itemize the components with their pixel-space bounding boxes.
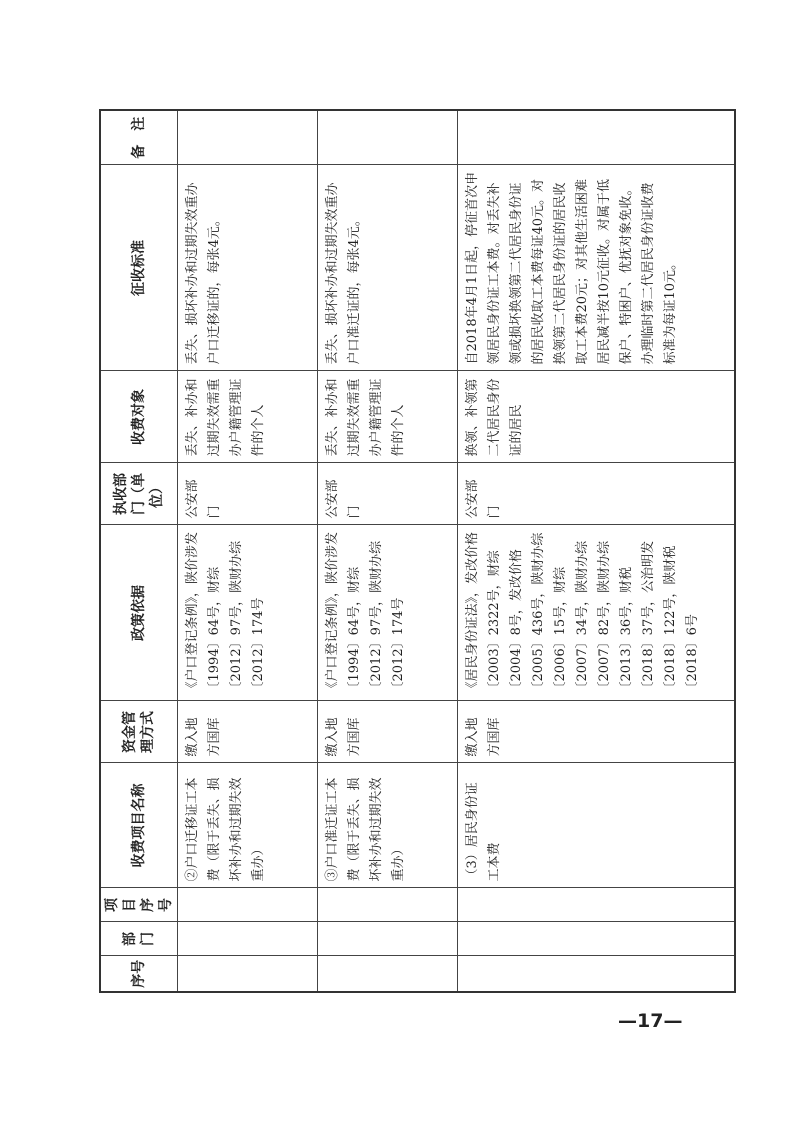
fee-table [99, 109, 736, 993]
cell-seq [178, 956, 318, 992]
cell-item-seq [178, 888, 318, 922]
header-dept: 部门 [100, 922, 178, 956]
cell-item-seq [458, 888, 735, 922]
header-fund-mgmt: 资金管理方式 [100, 701, 178, 763]
cell-dept [318, 922, 458, 956]
cell-policy: 《户口登记条例》，陕价涉发〔1994〕64号，财综〔2012〕97号，陕财办综〔2012〕174号 [318, 525, 458, 701]
header-fee-name: 收费项目名称 [100, 763, 178, 888]
cell-fee-name: ③户口准迁证工本费（限于丢失、损坏补办和过期失效重办） [318, 763, 458, 888]
cell-item-seq [318, 888, 458, 922]
cell-payer: 丢失、补办和过期失效需重办户籍管理证件的个人 [318, 371, 458, 463]
cell-fee-name: ②户口迁移证工本费（限于丢失、损坏补办和过期失效重办） [178, 763, 318, 888]
cell-remark [458, 110, 735, 165]
cell-fee-name: （3）居民身份证工本费 [458, 763, 735, 888]
cell-payer: 丢失、补办和过期失效需重办户籍管理证件的个人 [178, 371, 318, 463]
header-policy: 政策依据 [100, 525, 178, 701]
cell-standard: 自2018年4月1日起，停征首次申领居民身份证工本费。对丢失补领或损坏换领第二代居民身份证的居民收取工本费每证40元。对换领第二代居民身份证的居民收取工本费20元；对其他生活困难居民减半按10元征收。对属于低保户、特困户、优抚对象免收。办理临时第二代居民身份证收费标准为每证10元。 [458, 165, 735, 371]
page-number: —17— [618, 1010, 683, 1032]
cell-seq [458, 956, 735, 992]
cell-policy: 《居民身份证法》，发改价格〔2003〕2322号，财综〔2004〕8号，发改价格〔2005〕436号，陕财办综〔2006〕15号，财综〔2007〕34号，陕财办综〔2007〕82号，陕财办综〔2013〕36号，财税〔2018〕37号，公治明发〔2018〕122号，陕财税〔2018〕6号 [458, 525, 735, 701]
cell-collector: 公安部门 [458, 463, 735, 525]
cell-fund-mgmt: 缴入地方国库 [318, 701, 458, 763]
table-row [178, 110, 318, 992]
table-row [318, 110, 458, 992]
header-payer: 收费对象 [100, 371, 178, 463]
cell-fund-mgmt: 缴入地方国库 [178, 701, 318, 763]
cell-collector: 公安部门 [318, 463, 458, 525]
cell-seq [318, 956, 458, 992]
cell-standard: 丢失、损坏补办和过期失效重办户口准迁证的，每张4元。 [318, 165, 458, 371]
table-row [458, 110, 735, 992]
cell-standard: 丢失、损坏补办和过期失效重办户口迁移证的，每张4元。 [178, 165, 318, 371]
header-remark: 备 注 [100, 110, 178, 165]
rotated-table-wrapper [99, 111, 716, 993]
cell-remark [178, 110, 318, 165]
cell-fund-mgmt: 缴入地方国库 [458, 701, 735, 763]
header-item-seq: 项目序号 [100, 888, 178, 922]
header-collector: 执收部门（单位） [100, 463, 178, 525]
header-standard: 征收标准 [100, 165, 178, 371]
cell-dept [458, 922, 735, 956]
cell-policy: 《户口登记条例》，陕价涉发〔1994〕64号，财综〔2012〕97号，陕财办综〔2012〕174号 [178, 525, 318, 701]
cell-dept [178, 922, 318, 956]
cell-remark [318, 110, 458, 165]
cell-collector: 公安部门 [178, 463, 318, 525]
header-seq: 序号 [100, 956, 178, 992]
header-row [100, 110, 178, 992]
cell-payer: 换领、补领第二代居民身份证的居民 [458, 371, 735, 463]
